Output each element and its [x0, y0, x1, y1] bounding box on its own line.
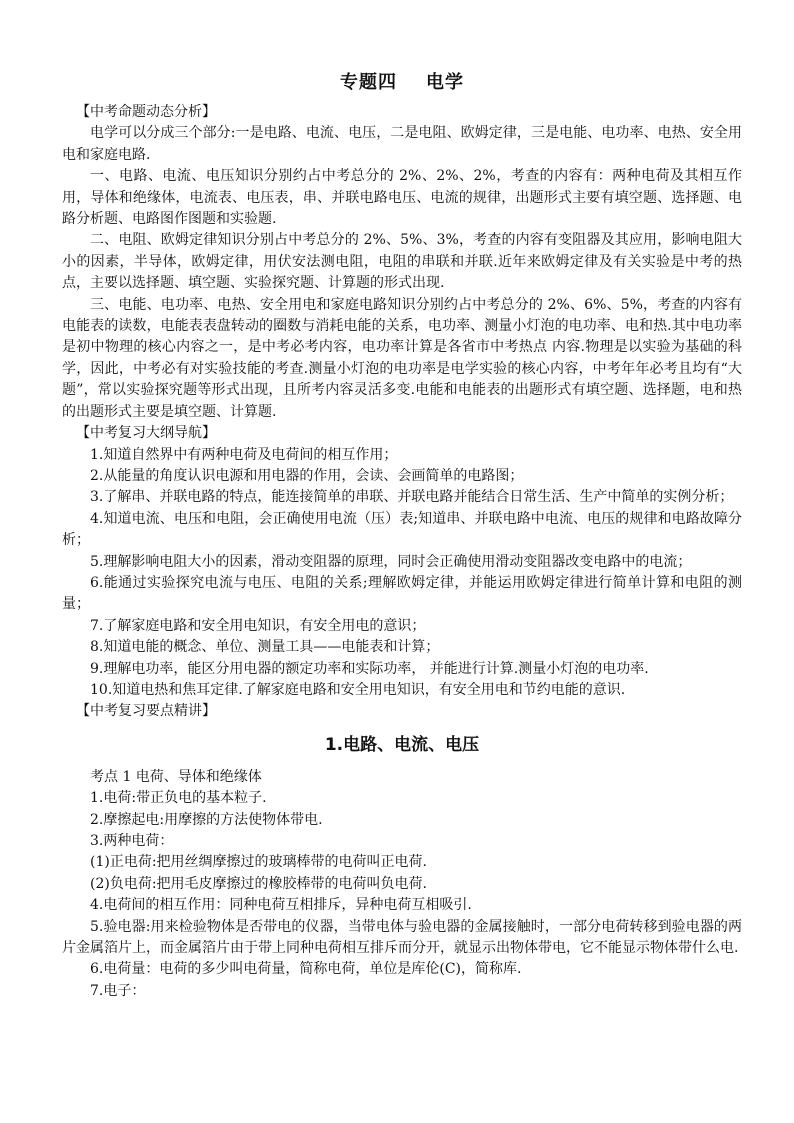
list-item: 2.从能量的角度认识电源和用电器的作用，会读、会画简单的电路图； — [90, 467, 524, 484]
list-item: 6.电荷量：电荷的多少叫电荷量，简称电荷，单位是库伦(C)，简称库. — [90, 961, 522, 978]
paragraph: 电学可以分成三个部分:一是电路、电流、电压，二是电阻、欧姆定律，三是电能、电功率、电热、安全用电和家庭电路. — [62, 125, 742, 163]
document-content — [62, 70, 742, 1002]
list-item: 5.理解影响电阻大小的因素，滑动变阻器的原理，同时会正确使用滑动变阻器改变电路中的电流； — [90, 553, 692, 570]
paragraph: 二、电阻、欧姆定律知识分别占中考总分的 2%、5%、3%，考查的内容有变阻器及其应用，影响电阻大小的因素，半导体，欧姆定律，用伏安法测电阻，电阻的串联和并联.近年来欧姆定律及有关实验是中考的热点，主要以选择题、填空题、实验探究题、计算题的形式出现. — [62, 232, 742, 292]
section-heading-outline: 【中考复习大纲导航】 — [76, 425, 216, 442]
list-item: 10.知道电热和焦耳定律.了解家庭电路和安全用电知识，有安全用电和节约电能的意识. — [90, 681, 626, 698]
subsection-title: 1.电路、电流、电压 — [324, 734, 480, 755]
list-item: 2.摩擦起电:用摩擦的方法使物体带电. — [90, 811, 323, 828]
list-item: 1.知道自然界中有两种电荷及电荷间的相互作用； — [90, 446, 398, 463]
section-heading-keypoints: 【中考复习要点精讲】 — [76, 703, 216, 720]
paragraph: 一、电路、电流、电压知识分别约占中考总分的 2%、2%、2%，考查的内容有：两种电荷及其相互作用，导体和绝缘体，电流表、电压表，串、并联电路电压、电流的规律，出题形式主要有填空题、选择题、电路分析题、电路图作图题和实验题. — [62, 168, 742, 228]
section-heading-analysis: 【中考命题动态分析】 — [76, 104, 216, 120]
list-item: 3.了解串、并联电路的特点，能连接简单的串联、并联电路并能结合日常生活、生产中简单的实例分析； — [90, 489, 734, 506]
paragraph: 三、电能、电功率、电热、安全用电和家庭电路知识分别约占中考总分的 2%、6%、5%，考查的内容有电能表的读数，电能表表盘转动的圈数与消耗电能的关系，电功率、测量小灯泡的电功率、电和热.其中电功率是初中物理的核心内容之一，是中考必考内容，电功率计算是各省市中考热点 内容.物理是以实验为基础的科学，因此，中考必有对实验技能的考查.测量小灯泡的电功率是电学实验的核心内容，中考年年必考且均有“大题”，常以实验探究题等形式出现，且所考内容灵活多变.电能和电能表的出题形式有填空题、选择题，电和热的出题形式主要是填空题、计算题. — [62, 296, 742, 420]
list-item: 4.电荷间的相互作用：同种电荷互相排斥，异种电荷互相吸引. — [90, 897, 472, 914]
list-item: 4.知道电流、电压和电阻，会正确使用电流（压）表;知道串、并联电路中电流、电压的规律和电路故障分析； — [62, 510, 742, 549]
list-item: 3.两种电荷： — [90, 833, 174, 849]
list-item: 9.理解电功率，能区分用电器的额定功率和实际功率， 并能进行计算.测量小灯泡的电功率. — [90, 660, 649, 677]
list-item: 7.电子： — [90, 982, 146, 999]
list-item: 1.电荷:带正负电的基本粒子. — [90, 790, 267, 807]
list-item: 7.了解家庭电路和安全用电知识，有安全用电的意识； — [90, 617, 426, 634]
page-title: 专题四 电学 — [339, 72, 465, 93]
list-item: 5.验电器:用来检验物体是否带电的仪器，当带电体与验电器的金属接触时，一部分电荷转移到验电器的两片金属箔片上，而金属箔片由于带上同种电荷相互排斥而分开，就显示出物体带电，它不能显示物体带什么电. — [62, 918, 742, 957]
list-item: 6.能通过实验探究电流与电压、电阻的关系;理解欧姆定律，并能运用欧姆定律进行简单计算和电阻的测量； — [62, 574, 742, 613]
list-item: 8.知道电能的概念、单位、测量工具——电能表和计算； — [90, 639, 440, 656]
topic-heading: 考点 1 电荷、导体和绝缘体 — [90, 768, 262, 785]
list-item: (1)正电荷:把用丝绸摩擦过的玻璃棒带的电荷叫正电荷. — [90, 854, 427, 871]
list-item: (2)负电荷:把用毛皮摩擦过的橡胶棒带的电荷叫负电荷. — [90, 875, 427, 892]
